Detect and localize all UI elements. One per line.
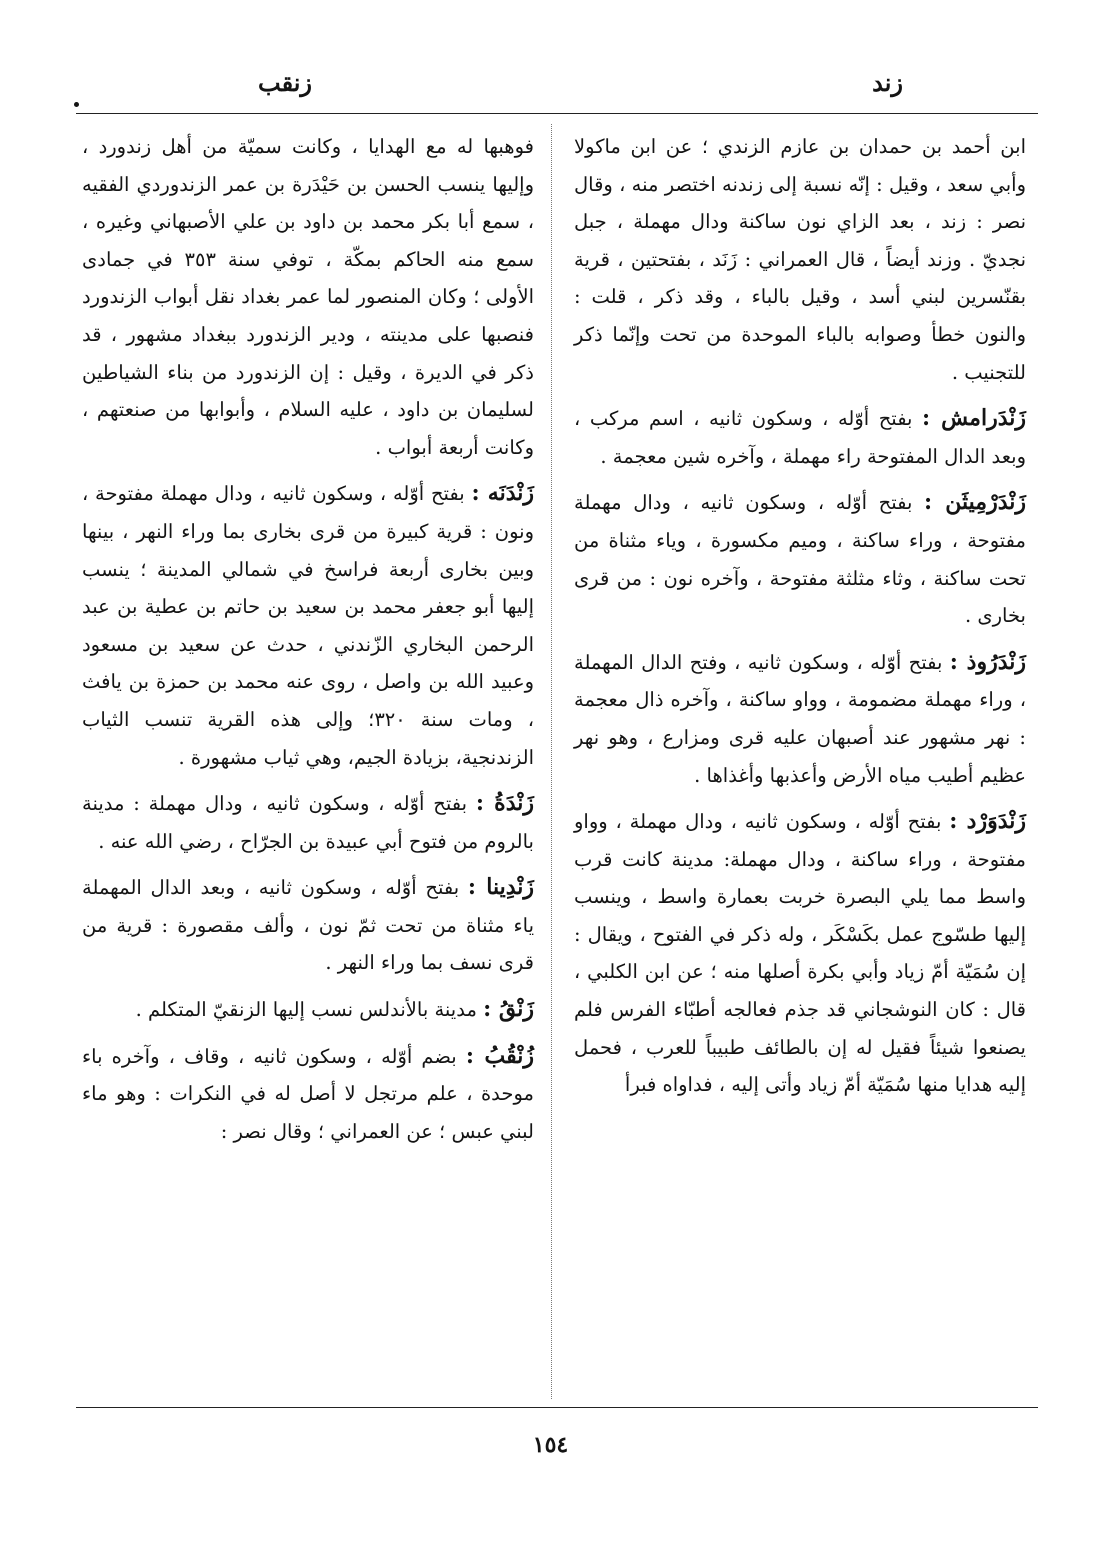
top-rule: [76, 113, 1038, 114]
entry-body: بفتح أوّله ، وسكون ثانيه ، ودال مهملة مفتوحة ، ونون : قرية كبيرة من قرى بخارى بما وراء النهر ، بينها وبين بخارى أربعة فراسخ في شمالي المدينة ؛ ينسب إليها أبو جعفر محمد بن سعيد بن حاتم بن عطية بن عبد الرحمن البخاري الزّندني ، حدث عن سعيد بن مسعود وعبيد الله بن واصل ، روى عنه محمد بن حمزة بن يافث ، ومات سنة ٣٢٠؛ وإلى هذه القرية تنسب الثياب الزندنجية، بزيادة الجيم، وهي ثياب مشهورة .: [82, 482, 534, 769]
continuation-paragraph: ابن أحمد بن حمدان بن عازم الزندي ؛ عن ابن ماكولا وأبي سعد ، وقيل : إنّه نسبة إلى زندنه اختصر منه ، وقال نصر : زند ، بعد الزاي نون ساكنة ودال مهملة ، جبل نجديّ . وزند أيضاً ، قال العمراني : زَنَد ، بفتحتين ، قرية بقنّسرين لبني أسد ، وقيل بالباء ، وقد ذكر ، قلت : والنون خطأ وصوابه بالباء الموحدة من تحت وإنّما ذكر للتجنيب .: [574, 135, 1026, 384]
entry-body: بضم أوّله ، وسكون ثانيه ، وقاف ، وآخره باء موحدة ، علم مرتجل لا أصل له في النكرات : وهو ماء لبني عبس ؛ عن العمراني ؛ وقال نصر :: [82, 1044, 534, 1143]
entry-headword: زَنْدِينا :: [467, 874, 535, 901]
entry-zandarmithan: [574, 484, 1026, 634]
entry-zandana: [82, 475, 534, 776]
bottom-rule: [76, 1407, 1038, 1408]
entry-zunqub: [82, 1038, 534, 1151]
entry-headword: زَنْدَرُوذ :: [949, 648, 1026, 675]
entry-zandatu: [82, 785, 534, 860]
entry-zandarudh: [574, 644, 1026, 794]
entry-body: بفتح أوّله ، وسكون ثانيه ، ودال مهملة ، وواو مفتوحة ، وراء ساكنة ، ودال مهملة: مدينة كانت قرب واسط مما يلي البصرة خربت بعمارة واسط ، وينسب إليها طسّوج عمل بكَسْكَر ، وله ذكر في الفتوح ، ويقال : إن سُمَيّة أمّ زياد وأبي بكرة أصلها منه ؛ عن ابن الكلبي ، قال : كان النوشجاني قد جذم فعالجه أطبّاء الفرس فلم يصنعوا شيئاً فقيل له إن بالطائف طبيباً للعرب ، فحمل إليه هدايا منها سُمَيّة أمّ زياد وأتى إليه ، فداواه فبرأ: [574, 810, 1026, 1097]
continuation-paragraph: فوهبها له مع الهدايا ، وكانت سميّة من أهل زندورد ، وإليها ينسب الحسن بن حَيْدَرة بن عمر الزندوردي الفقيه ، سمع أبا بكر محمد بن داود بن علي الأصبهاني وغيره ، سمع منه الحاكم بمكّة ، توفي سنة ٣٥٣ في جمادى الأولى ؛ وكان المنصور لما عمر بغداد نقل أبواب الزندورد فنصبها على مدينته ، ودير الزندورد ببغداد مشهور ، قد ذكر في الديرة ، وقيل : إن الزندورد من بناء الشياطين لسليمان بن داود ، عليه السلام ، وأبوابها من صنعتهم ، وكانت أربعة أبواب .: [82, 135, 534, 459]
entry-body: بفتح أوّله ، وسكون ثانيه ، ودال مهملة مفتوحة ، وراء ساكنة ، وميم مكسورة ، وياء مثناة من تحت ساكنة ، وثاء مثلثة مفتوحة ، وآخره نون : من قرى بخارى .: [574, 491, 1026, 628]
entry-body: بفتح أوّله ، وسكون ثانيه ، ودال مهملة : مدينة بالروم من فتوح أبي عبيدة بن الجرّاح ، رضي الله عنه .: [82, 792, 534, 853]
running-head-left: زنقب: [258, 68, 312, 97]
entry-zanq: [82, 991, 534, 1029]
left-column: [82, 128, 534, 1159]
entry-headword: زَنْدَوَرْد :: [949, 808, 1027, 835]
entry-headword: زَنْدَرْمِيثَن :: [924, 489, 1026, 516]
entry-headword: زَنْدَرامش :: [922, 405, 1026, 432]
running-head-right: زند: [872, 68, 903, 97]
column-divider: [551, 124, 552, 1399]
entry-zandina: [82, 869, 534, 982]
entry-body: بفتح أوّله ، وسكون ثانيه ، وبعد الدال المهملة ياء مثناة من تحت ثمّ نون ، وألف مقصورة : قرية من قرى نسف بما وراء النهر .: [82, 876, 534, 975]
page-number: ١٥٤: [532, 1432, 569, 1458]
entry-body: بفتح أوّله ، وسكون ثانيه ، وفتح الدال المهملة ، وراء مهملة مضمومة ، وواو ساكنة ، وآخره ذال معجمة : نهر مشهور عند أصبهان عليه قرى ومزارع ، وهو نهر عظيم أطيب مياه الأرض وأعذبها وأغذاها .: [574, 650, 1026, 787]
entry-headword: زُنْقُبُ :: [465, 1042, 534, 1069]
right-column: [574, 128, 1026, 1113]
entry-zandaramash: [574, 400, 1026, 475]
header-dot: [74, 102, 79, 107]
entry-zandaward: [574, 803, 1026, 1104]
entry-headword: زَنْدَةُ :: [475, 790, 534, 817]
entry-headword: زَنْدَنَه :: [471, 480, 534, 507]
entry-body: مدينة بالأندلس نسب إليها الزنقيّ المتكلم .: [135, 998, 477, 1022]
entry-headword: زَنْقُ :: [483, 996, 534, 1023]
entry-body: بفتح أوّله ، وسكون ثانيه ، اسم مركب ، وبعد الدال المفتوحة راء مهملة ، وآخره شين معجمة .: [574, 407, 1026, 468]
